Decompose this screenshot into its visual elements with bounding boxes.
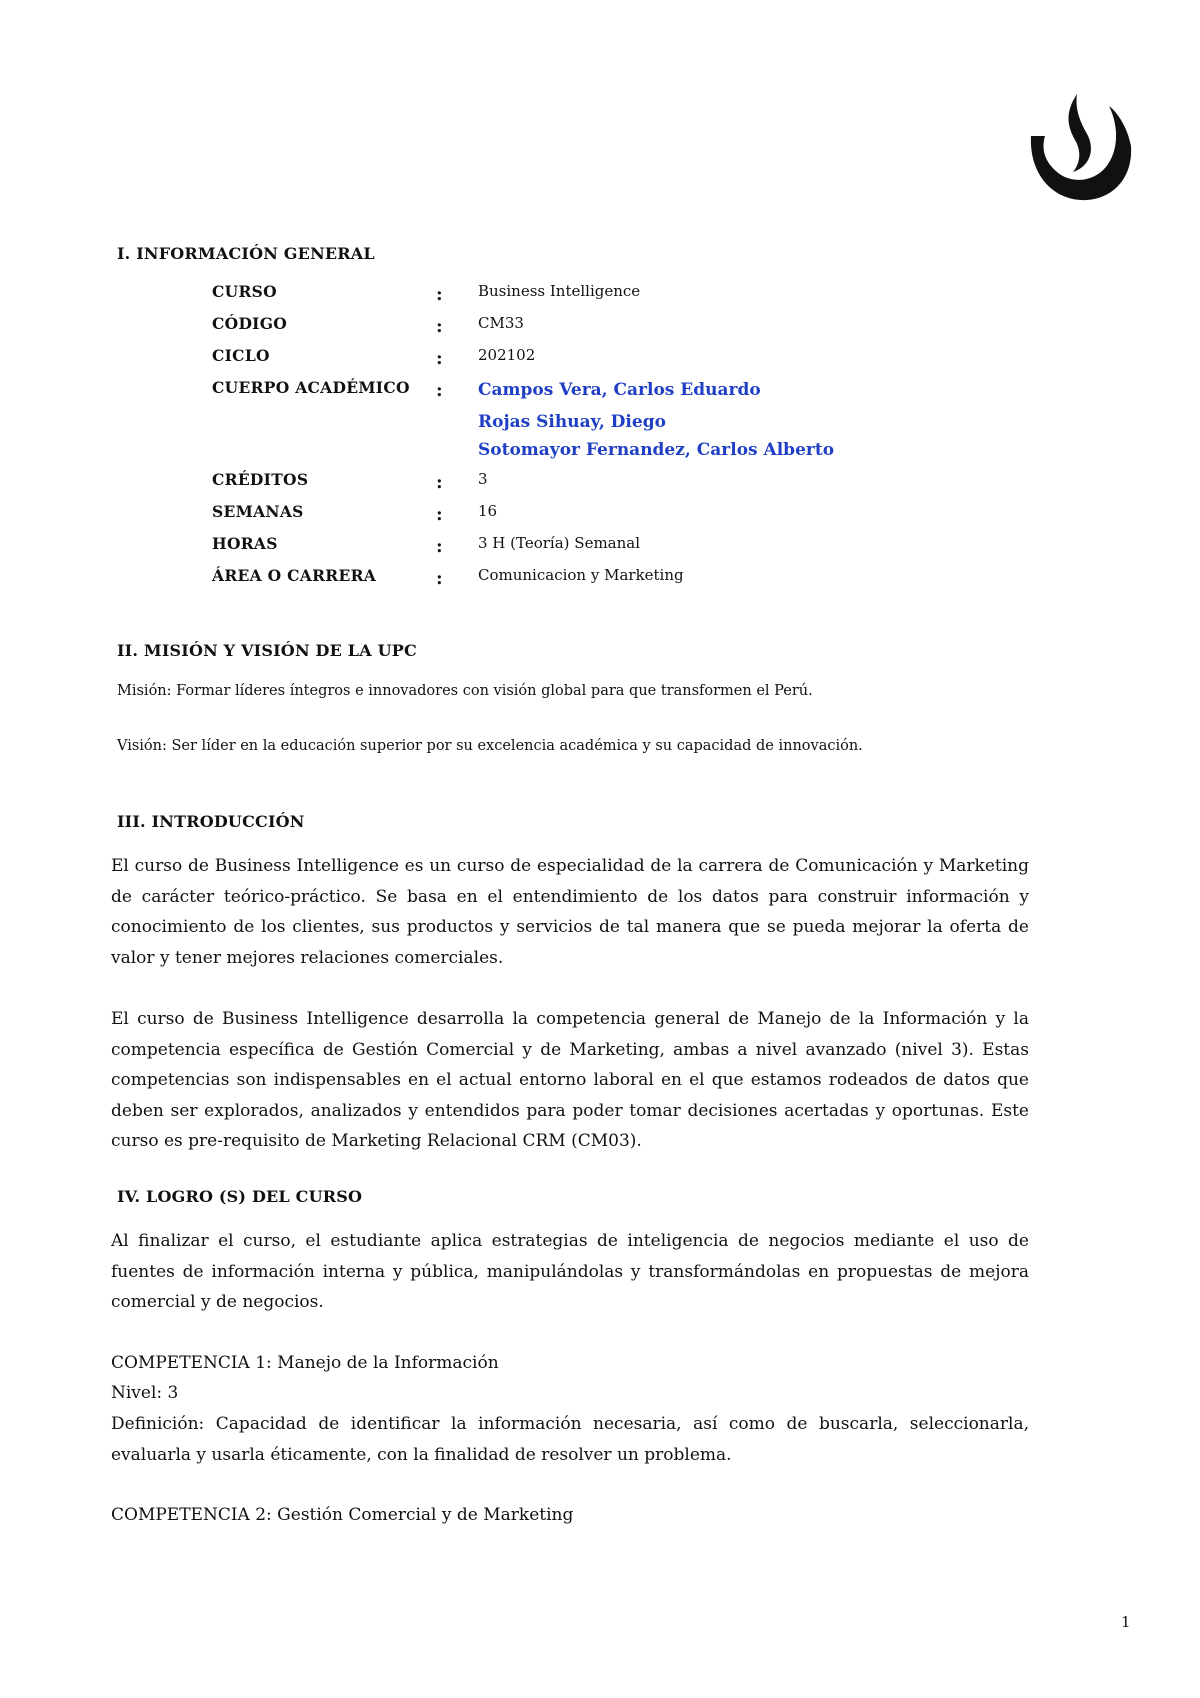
- info-value: CM33: [478, 314, 524, 332]
- info-value: 3 H (Teoría) Semanal: [478, 534, 641, 552]
- info-colon: :: [436, 536, 443, 557]
- info-label: CÓDIGO: [212, 314, 288, 333]
- competencia-1-title: COMPETENCIA 1: Manejo de la Información: [111, 1353, 499, 1373]
- info-colon: :: [436, 568, 443, 589]
- info-value: 16: [478, 502, 498, 520]
- info-label: CICLO: [212, 346, 270, 365]
- info-colon: :: [436, 316, 443, 337]
- section-title-introduccion: III. INTRODUCCIÓN: [117, 812, 305, 831]
- info-colon: :: [436, 472, 443, 493]
- info-row-ciclo: [212, 346, 912, 376]
- info-colon: :: [436, 348, 443, 369]
- info-row-curso: [212, 282, 912, 312]
- page-number: 1: [1121, 1613, 1131, 1631]
- info-label: ÁREA O CARRERA: [212, 566, 377, 585]
- info-label: SEMANAS: [212, 502, 304, 521]
- intro-paragraph-2: El curso de Business Intelligence desarrolla la competencia general de Manejo de la Información y la competencia específica de Gestión Comercial y de Marketing, ambas a nivel avanzado (nivel 3). Estas competencias son indispensables en el actual entorno laboral en el que estamos rodeados de datos que deben ser explorados, analizados y entendidos para poder tomar decisiones acertadas y oportunas. Este curso es pre-requisito de Marketing Relacional CRM (CM03).: [111, 1009, 1029, 1151]
- info-value: Business Intelligence: [478, 282, 641, 300]
- info-value: 202102: [478, 346, 536, 364]
- info-value: Comunicacion y Marketing: [478, 566, 684, 584]
- info-colon: :: [436, 504, 443, 525]
- info-row-horas: [212, 534, 912, 564]
- competencia-1-definition: Definición: Capacidad de identificar la información necesaria, así como de buscarla, seleccionarla, evaluarla y usarla éticamente, con la finalidad de resolver un problema.: [111, 1414, 1029, 1465]
- competencia-1-level: Nivel: 3: [111, 1383, 179, 1403]
- info-label: CRÉDITOS: [212, 470, 309, 489]
- info-label: HORAS: [212, 534, 278, 553]
- info-row-codigo: [212, 314, 912, 344]
- info-colon: :: [436, 284, 443, 305]
- upc-flame-logo-icon: [1025, 92, 1133, 204]
- section-title-mision-vision: II. MISIÓN Y VISIÓN DE LA UPC: [117, 641, 417, 660]
- section-title-logro-del-curso: IV. LOGRO (S) DEL CURSO: [117, 1187, 363, 1206]
- info-value: 3: [478, 470, 488, 488]
- faculty-member: Campos Vera, Carlos Eduardo: [478, 380, 761, 400]
- intro-paragraph-1: El curso de Business Intelligence es un curso de especialidad de la carrera de Comunicación y Marketing de carácter teórico-práctico. Se basa en el entendimiento de los datos para construir información y conocimiento de los clientes, sus productos y servicios de tal manera que se pueda mejorar la oferta de valor y tener mejores relaciones comerciales.: [111, 856, 1029, 968]
- info-label: CURSO: [212, 282, 277, 301]
- faculty-member: Rojas Sihuay, Diego: [478, 412, 666, 432]
- info-row-area-o-carrera: [212, 566, 912, 596]
- section-title-informacion-general: I. INFORMACIÓN GENERAL: [117, 244, 375, 263]
- info-row-semanas: [212, 502, 912, 532]
- info-row-creditos: [212, 470, 912, 500]
- competencia-2-title: COMPETENCIA 2: Gestión Comercial y de Marketing: [111, 1505, 574, 1525]
- info-colon: :: [436, 380, 443, 401]
- vision-text: Visión: Ser líder en la educación superior por su excelencia académica y su capacidad de innovación.: [117, 738, 863, 754]
- faculty-member: Sotomayor Fernandez, Carlos Alberto: [478, 440, 835, 460]
- info-label: CUERPO ACADÉMICO: [212, 378, 410, 397]
- mision-text: Misión: Formar líderes íntegros e innovadores con visión global para que transformen el Perú.: [117, 683, 813, 699]
- logro-paragraph: Al finalizar el curso, el estudiante aplica estrategias de inteligencia de negocios mediante el uso de fuentes de información interna y pública, manipulándolas y transformándolas en propuestas de mejora comercial y de negocios.: [111, 1231, 1029, 1312]
